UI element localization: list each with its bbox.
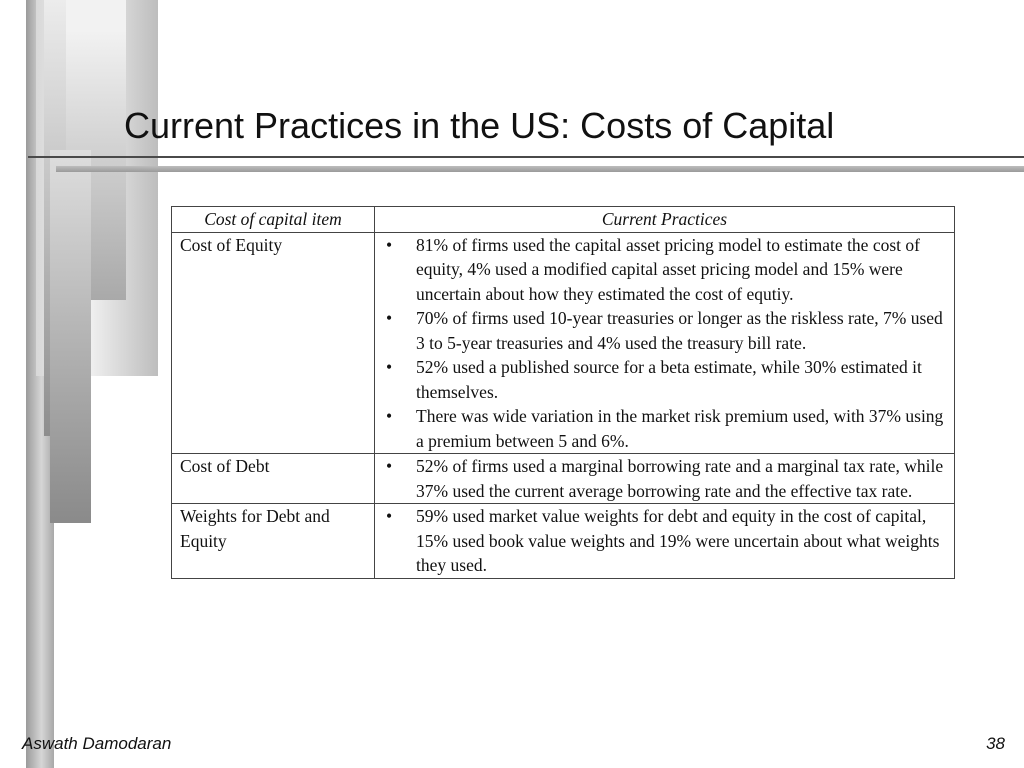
table-row <box>172 232 955 454</box>
title-rule <box>28 156 1024 158</box>
title-rule-shadow <box>56 166 1024 172</box>
bullet-item: • 59% used market value weights for debt and equity in the cost of capital, 15% used book value weights and 19% were uncertain about what weights they used. <box>381 504 946 578</box>
bullet-item: • There was wide variation in the market risk premium used, with 37% using a premium between 5 and 6%. <box>381 404 946 453</box>
table-row <box>172 504 955 579</box>
row-practices <box>375 232 955 454</box>
row-practices <box>375 504 955 579</box>
row-practices <box>375 454 955 504</box>
bullet-item: • 81% of firms used the capital asset pricing model to estimate the cost of equity, 4% used a modified capital asset pricing model and 15% were uncertain about how they estimated the cost of equtiy. <box>381 233 946 307</box>
table-header-row <box>172 207 955 233</box>
bullet-item: • 70% of firms used 10-year treasuries or longer as the riskless rate, 7% used 3 to 5-year treasuries and 4% used the treasury bill rate. <box>381 306 946 355</box>
column-header: Current Practices <box>375 207 955 233</box>
bullet-list <box>381 454 946 503</box>
bullet-list <box>381 504 946 578</box>
bullet-list <box>381 233 946 454</box>
row-item: Cost of Equity <box>172 232 375 454</box>
decorative-bar <box>50 150 91 523</box>
bullet-item: • 52% used a published source for a beta estimate, while 30% estimated it themselves. <box>381 355 946 404</box>
slide-title: Current Practices in the US: Costs of Capital <box>124 105 835 146</box>
column-header: Cost of capital item <box>172 207 375 233</box>
table-row <box>172 454 955 504</box>
cost-of-capital-table <box>171 206 955 579</box>
footer-author: Aswath Damodaran <box>22 734 172 753</box>
row-item: Cost of Debt <box>172 454 375 504</box>
row-item: Weights for Debt and Equity <box>172 504 375 579</box>
bullet-item: • 52% of firms used a marginal borrowing rate and a marginal tax rate, while 37% used the current average borrowing rate and the effective tax rate. <box>381 454 946 503</box>
page-number: 38 <box>986 734 1005 753</box>
